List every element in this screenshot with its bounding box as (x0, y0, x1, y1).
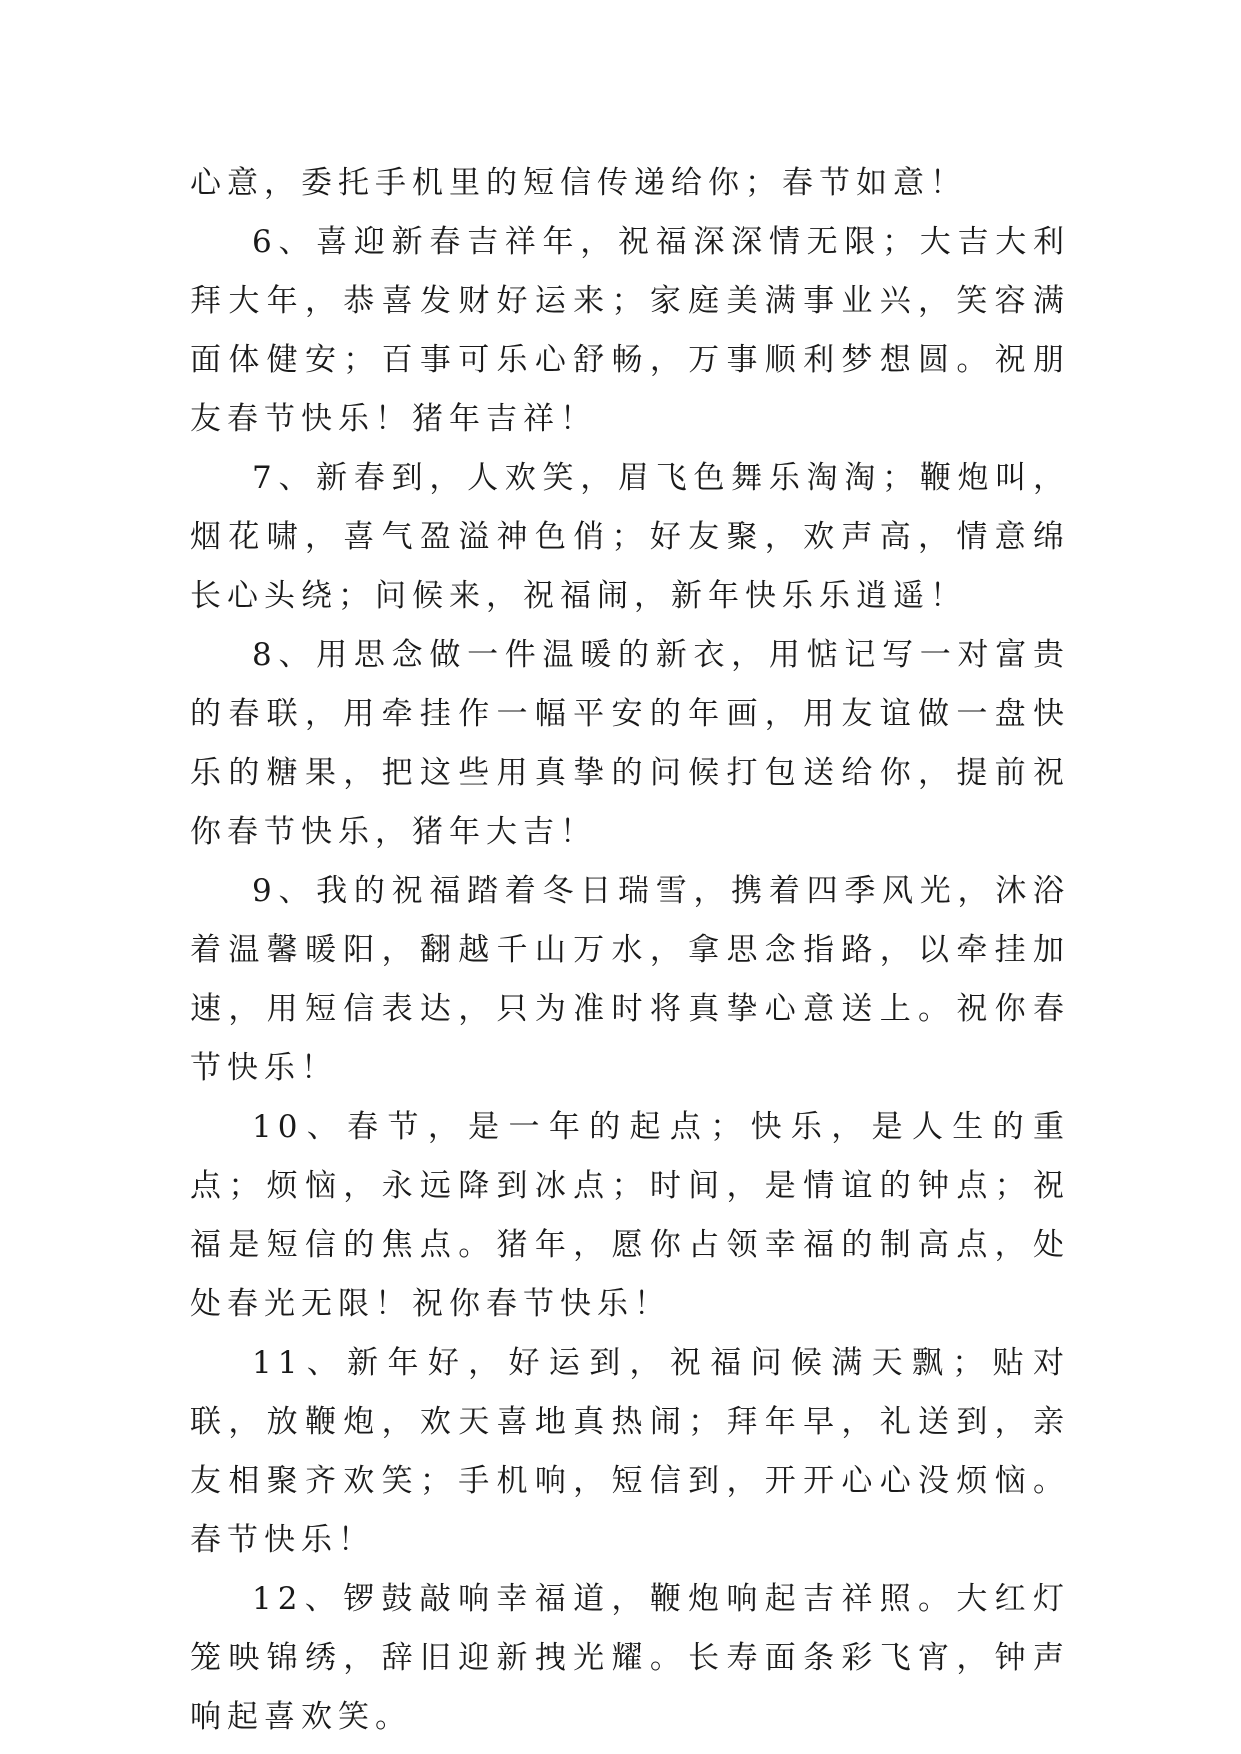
paragraph-continuation: 心意，委托手机里的短信传递给你；春节如意！ (190, 165, 967, 201)
paragraph-item-9: 9、我的祝福踏着冬日瑞雪，携着四季风光，沐浴着温馨暖阳，翻越千山万水，拿思念指路，以牵挂加速，用短信表达，只为准时将真挚心意送上。祝你春节快乐！ (190, 873, 1070, 1086)
paragraph-item-7: 7、新春到，人欢笑，眉飞色舞乐淘淘；鞭炮叫，烟花啸，喜气盈溢神色俏；好友聚，欢声高，情意绵长心头绕；问候来，祝福闹，新年快乐乐逍遥！ (190, 460, 1070, 614)
paragraph-item-11: 11、新年好，好运到，祝福问候满天飘；贴对联，放鞭炮，欢天喜地真热闹；拜年早，礼送到，亲友相聚齐欢笑；手机响，短信到，开开心心没烦恼。春节快乐！ (190, 1345, 1070, 1558)
paragraph-item-8: 8、用思念做一件温暖的新衣，用惦记写一对富贵的春联，用牵挂作一幅平安的年画，用友谊做一盘快乐的糖果，把这些用真挚的问候打包送给你，提前祝你春节快乐，猪年大吉！ (190, 637, 1070, 850)
paragraph-item-6: 6、喜迎新春吉祥年，祝福深深情无限；大吉大利拜大年，恭喜发财好运来；家庭美满事业兴，笑容满面体健安；百事可乐心舒畅，万事顺利梦想圆。祝朋友春节快乐！猪年吉祥！ (190, 224, 1070, 437)
document-body (190, 154, 1070, 1747)
paragraph-item-12: 12、锣鼓敲响幸福道，鞭炮响起吉祥照。大红灯笼映锦绣，辞旧迎新拽光耀。长寿面条彩飞宵，钟声响起喜欢笑。 (190, 1581, 1070, 1735)
paragraph-item-10: 10、春节，是一年的起点；快乐，是人生的重点；烦恼，永远降到冰点；时间，是情谊的钟点；祝福是短信的焦点。猪年，愿你占领幸福的制高点，处处春光无限！祝你春节快乐！ (190, 1109, 1070, 1322)
